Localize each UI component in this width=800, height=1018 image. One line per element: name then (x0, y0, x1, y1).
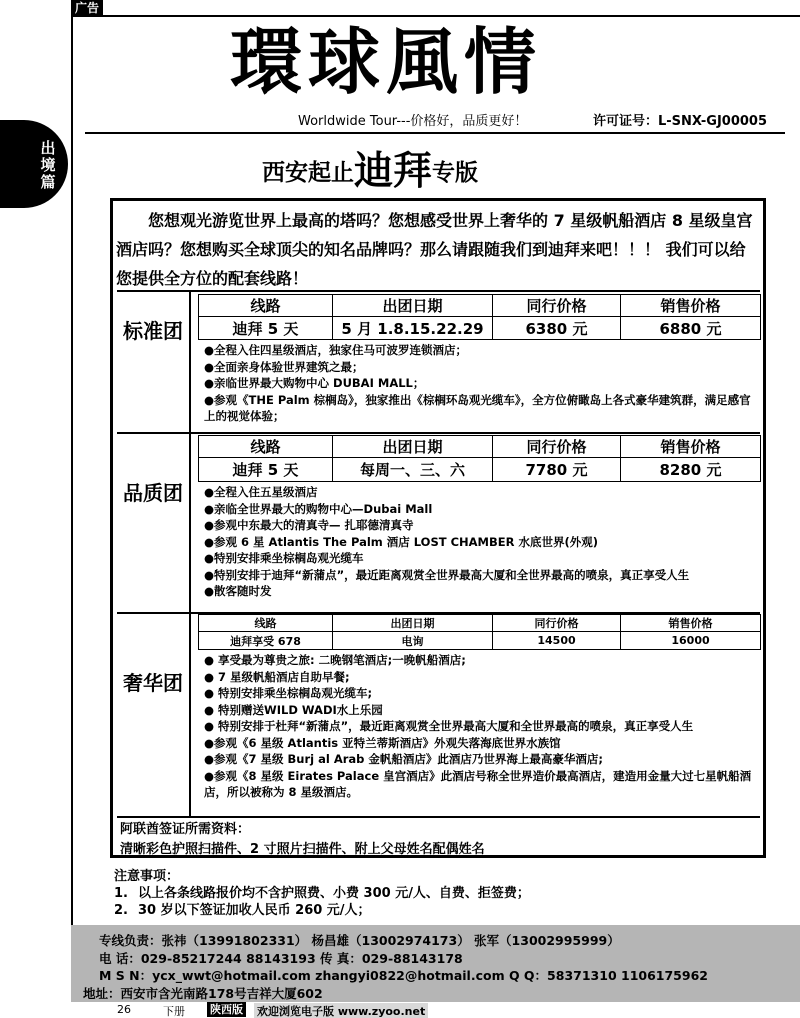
contact-managers: 专线负责：张祎（13991802331） 杨昌雄（13002974173） 张军（13002995999） (99, 933, 620, 948)
edition-badge: 陕西版 (207, 1002, 246, 1017)
cell-peer-price: 14500 (493, 632, 621, 650)
contact-address: 地址：西安市含光南路178号吉祥大厦602 (83, 986, 323, 1001)
page-number: 26 (117, 1003, 131, 1016)
title-rule (85, 132, 785, 134)
group-label-standard: 标准团 (117, 292, 191, 432)
license-number: 许可证号：L-SNX-GJ00005 (593, 114, 768, 129)
group-table-quality (198, 435, 761, 482)
bullet-item: ●亲临世界最大购物中心 DUBAI MALL； (204, 376, 425, 390)
header-sale-price: 销售价格 (621, 295, 761, 317)
page-title: 環球風情 (230, 19, 543, 104)
cell-route: 迪拜 5 天 (199, 317, 333, 340)
bullet-item: ●特别安排于迪拜“新蒲点”，最近距离观赏全世界最高大厦和全世界最高的喷泉，真正享受人生 (204, 567, 690, 582)
note-text: 以上各条线路报价均不含护照费、小费 300 元/人、自费、拒签费； (138, 886, 530, 901)
table-row (199, 632, 761, 650)
cell-sale-price: 6880 元 (621, 317, 761, 340)
table-header-row (199, 615, 761, 632)
bullet-item: ● 享受最为尊贵之旅: 二晚钢笔酒店;一晚帆船酒店; (204, 653, 466, 667)
headline (262, 140, 602, 194)
side-tab (0, 120, 68, 208)
header-date: 出团日期 (333, 615, 493, 632)
table-header-row (199, 295, 761, 317)
table-row (199, 317, 761, 340)
intro-text (116, 206, 760, 293)
contact-panel (71, 925, 800, 1002)
top-rule (71, 15, 800, 17)
volume-label: 下册 (163, 1005, 185, 1018)
table-row (199, 458, 761, 482)
headline-main: 迪拜 (354, 149, 433, 194)
cell-sale-price: 16000 (621, 632, 761, 650)
bullet-item: ●全程入住四星级酒店，独家住马可波罗连锁酒店； (204, 343, 468, 357)
note-item (114, 885, 764, 902)
section-divider (117, 290, 760, 292)
left-rule (71, 15, 73, 1002)
visa-section (120, 820, 760, 860)
website-link[interactable]: 欢迎浏览电子版 www.zyoo.net (254, 1003, 428, 1018)
header-peer-price: 同行价格 (493, 295, 621, 317)
section-divider (117, 816, 760, 818)
bullet-item: ●参观中东最大的清真寺— 扎耶德清真寺 (204, 518, 414, 532)
bullet-item: ●参观《7 星级 Burj al Arab 金帆船酒店》此酒店乃世界海上最高豪华酒店; (204, 752, 603, 766)
contact-phone: 电 话：029-85217244 88143193 传 真：029-88143178 (99, 951, 463, 966)
notes-title: 注意事项： (114, 869, 180, 884)
side-tab-label: 出境篇 (40, 139, 56, 191)
group-table-luxury (198, 614, 761, 650)
cell-peer-price: 6380 元 (493, 317, 621, 340)
group-label-luxury: 奢华团 (117, 614, 191, 816)
bullet-item: ●亲临全世界最大的购物中心—Dubai Mall (204, 501, 433, 516)
header-peer-price: 同行价格 (493, 436, 621, 458)
bullet-item: ● 特别安排乘坐棕榈岛观光缆车; (204, 686, 373, 700)
bullet-item: ●参观《THE Palm 棕榈岛》，独家推出《棕榈环岛观光缆车》，全方位俯瞰岛上各式豪华建筑群，满足感官上的视觉体验； (204, 392, 751, 423)
header-sale-price: 销售价格 (621, 436, 761, 458)
bullet-list-luxury (204, 652, 760, 801)
headline-prefix: 西安起止 (262, 160, 354, 186)
bullet-item: ●参观 6 星 Atlantis The Palm 酒店 LOST CHAMBER 水底世界(外观) (204, 534, 598, 549)
cell-date: 每周一、三、六 (333, 458, 493, 482)
header-route: 线路 (199, 436, 333, 458)
bullet-item: ●特别安排乘坐棕榈岛观光缆车 (204, 551, 364, 565)
slogan: Worldwide Tour---价格好，品质更好！ (298, 114, 528, 129)
header-route: 线路 (199, 615, 333, 632)
bullet-item: ● 7 星级帆船酒店自助早餐; (204, 669, 350, 684)
visa-text: 清晰彩色护照扫描件、2 寸照片扫描件、附上父母姓名配偶姓名 (120, 842, 485, 857)
bullet-item: ●散客随时发 (204, 584, 272, 598)
cell-route: 迪拜 5 天 (199, 458, 333, 482)
cell-route: 迪拜享受 678 (199, 632, 333, 650)
note-number: 2. (114, 903, 128, 918)
cell-date: 5 月 1.8.15.22.29 (333, 317, 493, 340)
section-divider (117, 432, 760, 434)
cell-sale-price: 8280 元 (621, 458, 761, 482)
note-number: 1. (114, 886, 128, 901)
group-label-quality: 品质团 (117, 434, 191, 612)
note-item (114, 902, 764, 919)
bullet-item: ●全面亲身体验世界建筑之最； (204, 359, 364, 374)
bullet-item: ●全程入住五星级酒店 (204, 485, 318, 499)
header-peer-price: 同行价格 (493, 615, 621, 632)
note-text: 30 岁以下签证加收人民币 260 元/人； (138, 903, 371, 918)
header-sale-price: 销售价格 (621, 615, 761, 632)
visa-title: 阿联酋签证所需资料： (120, 822, 251, 837)
header-route: 线路 (199, 295, 333, 317)
bullet-item: ● 特别安排于杜拜“新蒲点”，最近距离观赏全世界最高大厦和全世界最高的喷泉，真正享受人生 (204, 719, 694, 733)
intro-paragraph: 您想观光游览世界上最高的塔吗？您想感受世界上奢华的 7 星级帆船酒店 8 星级皇宫酒店吗？您想购买全球顶尖的知名品牌吗？那么请跟随我们到迪拜来吧！！！ 我们可以给您提供全方位的配套线路！ (116, 211, 753, 288)
group-table-standard (198, 294, 761, 340)
subtitle-line (298, 110, 783, 129)
bullet-list-standard (204, 342, 760, 425)
page-footer (71, 1002, 800, 1018)
bullet-list-quality (204, 484, 760, 600)
bullet-item: ● 特别赠送WILD WADI水上乐园 (204, 702, 383, 717)
bullet-item: ●参观《6 星级 Atlantis 亚特兰蒂斯酒店》外观失落海底世界水族馆 (204, 735, 561, 750)
notes-section (114, 868, 764, 919)
bullet-item: ●参观《8 星级 Eirates Palace 皇宫酒店》此酒店号称全世界造价最高酒店，建造用金量大过七星帆船酒店，所以被称为 8 星级酒店。 (204, 768, 752, 799)
contact-msn: M S N：ycx_wwt@hotmail.com zhangyi0822@hotmail.com Q Q：58371310 1106175962 (99, 968, 708, 983)
ad-tag: 广告 (71, 0, 103, 17)
headline-suffix: 专版 (432, 160, 479, 186)
cell-peer-price: 7780 元 (493, 458, 621, 482)
table-header-row (199, 436, 761, 458)
cell-date: 电询 (333, 632, 493, 650)
header-date: 出团日期 (333, 295, 493, 317)
header-date: 出团日期 (333, 436, 493, 458)
